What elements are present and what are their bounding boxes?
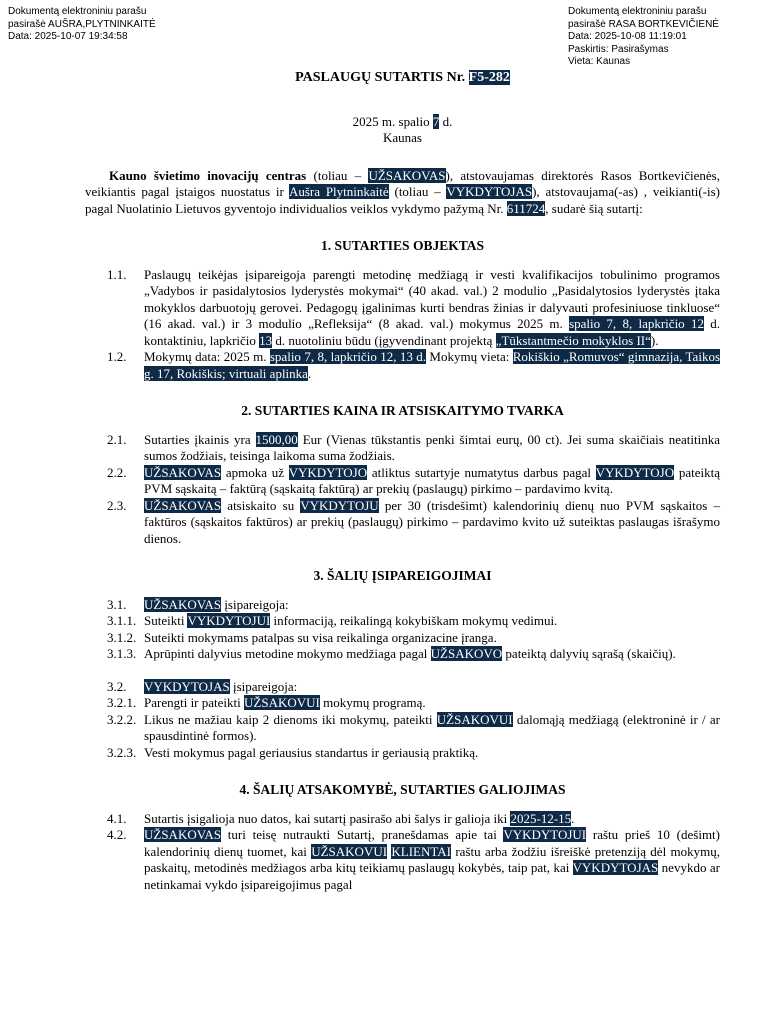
text-run: Mokymų vieta: — [426, 349, 513, 364]
highlighted-text: UŽSAKOVAS — [144, 596, 222, 612]
clause-number: 3.1.1. — [107, 613, 137, 628]
text-run: Parengti ir pateikti — [144, 695, 245, 710]
clause-number: 3.2. — [107, 678, 127, 694]
highlighted-text: UŽSAKOVUI — [436, 711, 513, 727]
clause-text — [144, 498, 720, 548]
document-title — [85, 70, 720, 87]
clause-text — [144, 811, 720, 828]
highlighted-text: VYKDYTOJO — [595, 464, 675, 480]
contract-clause — [107, 613, 720, 630]
clause-number: 2.3. — [107, 497, 127, 513]
highlighted-text: VYKDYTOJAS — [144, 678, 230, 694]
text-run: d. — [439, 113, 453, 129]
text-run: Vesti mokymus pagal geriausius standartus ir geriausią praktiką. — [144, 744, 479, 760]
clause-text — [144, 349, 720, 382]
text-run: ). — [650, 332, 659, 348]
highlighted-text: VYKDYTOJAS — [446, 184, 533, 199]
highlighted-text: UŽSAKOVAS — [144, 464, 222, 480]
text-run: Suteikti mokymams patalpas su visa reikalinga organizacine įranga. — [144, 629, 497, 645]
stamp-line: pasirašė RASA BORTKEVIČIENĖ — [568, 18, 719, 30]
text-run: Eur (Vienas tūkstantis penki šimtai eurų, 00 ct). Jei suma skaičiais neatitinka sumos žodžiais, teisinga laikoma suma žodžiais. — [144, 431, 720, 463]
contract-clause — [107, 695, 720, 712]
highlighted-text: UŽSAKOVAS — [144, 497, 222, 513]
text-run: pateiktą PVM sąskaitą – faktūrą (sąskaitą faktūrą) ar prekių (paslaugų) pirkimo – pardavimo kvitą. — [144, 464, 721, 496]
clause-number: 4.1. — [107, 810, 127, 826]
section — [85, 238, 720, 382]
clause-text — [144, 465, 720, 498]
highlighted-text: UŽSAKOVUI — [244, 695, 320, 710]
clause-text — [144, 267, 720, 350]
clause-text — [144, 827, 720, 893]
text-run: PASLAUGŲ SUTARTIS Nr. — [295, 70, 469, 85]
contract-clause — [107, 745, 720, 762]
text-run: Mokymų data: 2025 m. — [144, 349, 270, 364]
stamp-line: Vieta: Kaunas — [568, 56, 631, 67]
contract-clause — [107, 679, 720, 696]
text-run: Aprūpinti dalyvius metodine mokymo medžiaga pagal — [144, 646, 431, 661]
text-run: . — [571, 810, 575, 826]
stamp-line: Data: 2025-10-07 19:34:58 — [8, 31, 128, 42]
highlighted-text: UŽSAKOVAS — [368, 167, 446, 183]
text-run: informaciją, reikalingą kokybiškam mokymų vedimui. — [270, 613, 558, 628]
contract-clause — [107, 498, 720, 548]
highlighted-text: 7 — [432, 113, 440, 129]
text-run: (toliau – — [306, 167, 369, 183]
stamp-line: Data: 2025-10-08 11:19:01 — [568, 31, 687, 42]
highlighted-text: spalio 7, 8, lapkričio 12, 13 d. — [269, 349, 426, 364]
intro-paragraph — [85, 168, 720, 218]
text-run: nevykdo ar netinkamai vykdo įsipareigojimus pagal — [144, 860, 720, 892]
clause-number: 3.2.3. — [107, 744, 137, 760]
signature-stamp-right — [568, 6, 719, 69]
document-date — [85, 114, 720, 131]
contract-clause — [107, 827, 720, 893]
contract-clause — [107, 465, 720, 498]
section-heading: 3. ŠALIŲ ĮSIPAREIGOJIMAI — [313, 568, 492, 583]
signature-stamp-left — [8, 6, 156, 44]
text-run: įsipareigoja: — [221, 596, 289, 612]
highlighted-text: UŽSAKOVUI — [311, 843, 388, 859]
highlighted-text: UŽSAKOVO — [430, 646, 503, 661]
sections — [85, 238, 720, 893]
highlighted-text: VYKDYTOJAS — [572, 860, 659, 875]
highlighted-text: VYKDYTOJUI — [187, 613, 271, 628]
stamp-line: Dokumentą elektroniniu parašu — [8, 6, 147, 17]
text-run: įsipareigoja: — [229, 678, 298, 694]
text-run: pateiktą dalyvių sąrašą (skaičių). — [502, 646, 676, 661]
contract-clause — [107, 597, 720, 614]
contract-clause — [107, 646, 720, 663]
clause-number: 3.2.2. — [107, 711, 137, 727]
stamp-line: Dokumentą elektroniniu parašu — [568, 6, 707, 17]
highlighted-text: 1500,00 — [255, 431, 298, 447]
stamp-line: pasirašė AUŠRA,PLYTNINKAITĖ — [8, 18, 156, 30]
text-run: dalomąją medžiagą (elektroninė ir / ar spausdintinė formos). — [144, 711, 720, 743]
section — [85, 403, 720, 547]
highlighted-text: KLIENTAI — [391, 843, 451, 859]
text-run: mokymų programą. — [319, 695, 426, 710]
clause-text — [144, 695, 720, 712]
clause-text — [144, 432, 720, 465]
highlighted-text: UŽSAKOVAS — [144, 827, 222, 842]
highlighted-text: Aušra Plytninkaitė — [288, 184, 389, 199]
contract-clause — [107, 432, 720, 465]
clause-text — [144, 646, 720, 663]
clause-number: 3.1. — [107, 596, 127, 612]
highlighted-text: spalio 7, 8, lapkričio 12 — [569, 316, 704, 331]
clause-text — [144, 597, 720, 614]
document-content — [85, 70, 720, 893]
section — [85, 568, 720, 761]
document-place: Kaunas — [383, 130, 422, 145]
highlighted-text: F5-282 — [468, 70, 510, 85]
text-run: atliktus sutartyje numatytus darbus pagal — [367, 464, 596, 480]
text-run: per 30 (trisdešimt) kalendorinių dienų nuo PVM sąskaitos – faktūros (sąskaitos faktūros) ar prekių (paslaugų) pirkimo – pardavimo kvito už suteiktas paslaugas išrašymo dienos. — [144, 497, 720, 546]
text-run: d. nuotoliniu būdu (įgyvendinant projektą — [272, 332, 496, 348]
text-run: raštu arba žodžiu išreiškė pretenziją dėl mokymų, paskaitų, metodinės medžiagos arba kitų teikiamų paslaugų kokybės, taip pat, kai — [144, 843, 720, 875]
text-run: turi teisę nutraukti Sutartį, pranešdamas apie tai — [221, 827, 504, 842]
contract-clause — [107, 267, 720, 350]
text-run: atsiskaito su — [221, 497, 301, 513]
contract-clause — [107, 811, 720, 828]
clause-number: 3.2.1. — [107, 695, 137, 710]
text-run: raštu prieš 10 (dešimt) kalendorinių dienų tuomet, kai — [144, 827, 720, 859]
section-heading: 2. SUTARTIES KAINA IR ATSISKAITYMO TVARKA — [241, 403, 564, 418]
text-run: d. kontaktiniu, lapkričio — [144, 316, 721, 348]
section-heading: 4. ŠALIŲ ATSAKOMYBĖ, SUTARTIES GALIOJIMAS — [239, 782, 566, 797]
clause-number: 2.1. — [107, 431, 127, 447]
highlighted-text: 611724 — [506, 200, 546, 216]
text-run: Kauno švietimo inovacijų centras — [109, 167, 307, 183]
text-run: ), atstovaujamas direktorės Rasos Bortkevičienės, veikiantis pagal įstaigos nuostatus ir — [85, 167, 720, 199]
clause-number: 1.1. — [107, 266, 127, 282]
text-run: Sutartis įsigalioja nuo datos, kai sutartį pasirašo abi šalys ir galioja iki — [144, 810, 511, 826]
highlighted-text: „Tūkstantmečio mokyklos II“ — [495, 332, 651, 348]
clause-number: 4.2. — [107, 827, 127, 842]
text-run: (toliau – — [388, 184, 447, 199]
highlighted-text: VYKDYTOJO — [288, 464, 368, 480]
highlighted-text: VYKDYTOJU — [300, 497, 379, 513]
text-run: Paslaugų teikėjas įsipareigoja parengti metodinę medžiagą ir vesti kvalifikacijos tobulinimo programos „Vadybos ir pasidalytosios lyderystės mokymai“ (40 akad. val.) 2 modulio „Pasidalytosios lyderystės įtaka mokyklos darbuotojų gerovei. Pedagogų įgalinimas kurti bendras žinias ir dalyvauti profesiniuose tinkluose“ (16 akad. val.) ir 3 modulio „Refleksija“ (8 akad. val.) mokymus 2025 m. — [144, 266, 720, 331]
clause-number: 3.1.2. — [107, 629, 137, 645]
text-run: 2025 m. spalio — [352, 113, 433, 129]
contract-clause — [107, 630, 720, 647]
clause-text — [144, 679, 720, 696]
text-run: Likus ne mažiau kaip 2 dienoms iki mokymų, pateikti — [144, 711, 437, 727]
section — [85, 782, 720, 893]
clause-text — [144, 712, 720, 745]
highlighted-text: 13 — [259, 332, 273, 348]
text-run: ), atstovaujama(-as) , veikianti(-is) pagal Nuolatinio Lietuvos gyventojo individualios veiklos vykdymo pažymą Nr. — [85, 184, 720, 216]
clause-text — [144, 613, 720, 630]
text-run: apmoka už — [221, 464, 289, 480]
text-run: . — [307, 365, 312, 381]
clause-text — [144, 630, 720, 647]
text-run: , sudarė šią sutartį: — [545, 200, 643, 216]
contract-clause — [107, 712, 720, 745]
clause-text — [144, 745, 720, 762]
text-run: Suteikti — [144, 613, 188, 628]
highlighted-text: VYKDYTOJUI — [503, 827, 587, 842]
stamp-line: Paskirtis: Pasirašymas — [568, 43, 669, 55]
clause-number: 1.2. — [107, 349, 127, 364]
highlighted-text: 2025-12-15 — [510, 810, 572, 826]
clause-number: 3.1.3. — [107, 646, 137, 661]
highlighted-text: Rokiškio „Romuvos“ gimnazija, Taikos g. 17, Rokiškis; virtuali aplinka — [144, 349, 720, 381]
clause-number: 2.2. — [107, 464, 127, 480]
contract-clause — [107, 349, 720, 382]
text-run: Sutarties įkainis yra — [144, 431, 256, 447]
section-heading: 1. SUTARTIES OBJEKTAS — [321, 238, 484, 253]
